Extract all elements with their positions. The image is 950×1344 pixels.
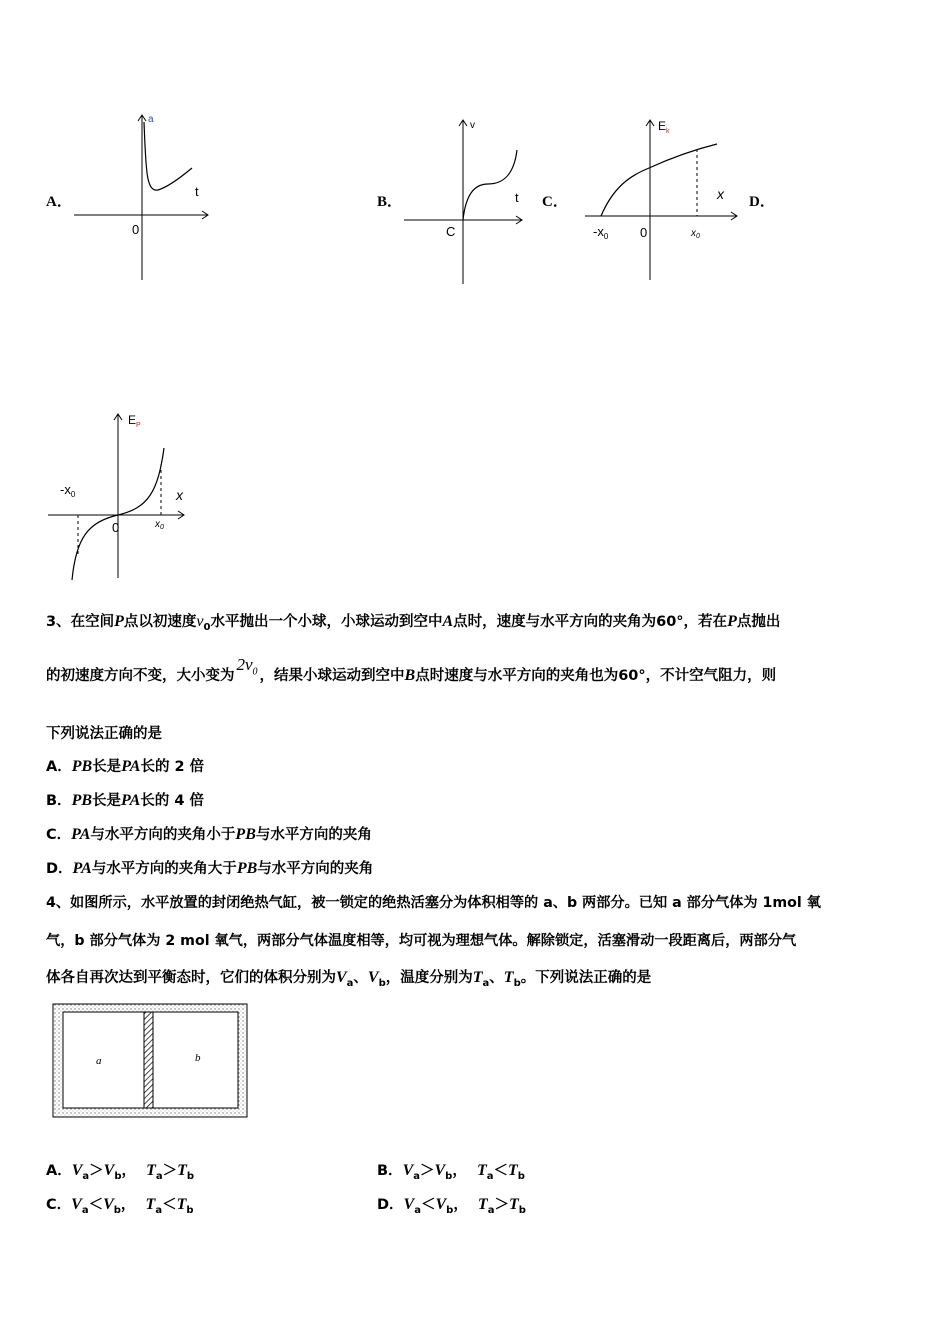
graph-b: [400, 112, 530, 287]
q3-line-2: 的初速度方向不变，大小变为$2v_0$ ，结果小球运动到空中B点时速度与水平方向的夹角也为60°，不计空气阻力，则: [46, 655, 777, 684]
graph-d-neg-x0: $-x_0$: [60, 482, 76, 499]
piston: [144, 1012, 153, 1108]
graph-d-origin: 0: [112, 520, 120, 535]
q4-line-2: 气，b 部分气体为 2 mol 氧气，两部分气体温度相等，均可视为理想气体。解除锁定，活塞滑动一段距离后，两部分气: [46, 933, 797, 949]
q4-option-a: A．$V_a>V_b$， $T_a>T_b$: [46, 1162, 195, 1182]
q4-line-3: 体各自再次达到平衡态时，它们的体积分别为$V_a$、$V_b$，温度分别为$T_a$、$T_b$。下列说法正确的是: [46, 969, 652, 989]
q3-line-1: 3、在空间P点以初速度$v_0$水平抛出一个小球，小球运动到空中A点时，速度与水平方向的夹角为60°，若在P点抛出: [46, 613, 781, 633]
graph-c-pos-x0: $x_0$: [691, 228, 700, 240]
graph-a-y-label: a: [148, 114, 154, 125]
graph-c: [585, 112, 745, 284]
graph-option-a-label: A．: [46, 194, 72, 210]
graph-c-y-label: $E_k$: [658, 119, 670, 135]
graph-option-b-label: B．: [377, 194, 403, 210]
q3-option-d: D．PA与水平方向的夹角大于PB与水平方向的夹角: [46, 860, 374, 877]
graph-b-origin: C: [446, 224, 456, 239]
graph-a: [70, 110, 220, 285]
q3-option-c: C．PA与水平方向的夹角小于PB与水平方向的夹角: [46, 826, 372, 843]
graph-option-d-label: D．: [749, 194, 775, 210]
q3-line-3: 下列说法正确的是: [46, 726, 162, 742]
graph-b-x-label: t: [515, 190, 519, 205]
q4-option-c: C．$V_a<V_b$， $T_a<T_b$: [46, 1196, 194, 1216]
graph-d-x-label: x: [176, 487, 183, 503]
q4-line-1: 4、如图所示，水平放置的封闭绝热气缸，被一锁定的绝热活塞分为体积相等的 a、b 两部分。已知 a 部分气体为 1mol 氧: [46, 895, 821, 911]
graph-a-x-label: t: [195, 184, 199, 199]
chamber-a-label: a: [96, 1055, 102, 1067]
graph-c-neg-x0: $-x_0$: [593, 224, 609, 241]
graph-c-x-label: x: [717, 186, 724, 202]
cylinder-diagram: [50, 1000, 250, 1120]
q3-option-a: A．PB长是PA长的 2 倍: [46, 758, 205, 775]
graph-option-c-label: C．: [542, 194, 568, 210]
chamber-b-label: b: [195, 1052, 201, 1064]
graph-c-origin: 0: [640, 225, 648, 240]
two-v0-formula: $2v_0$: [236, 655, 258, 678]
graph-a-origin: 0: [132, 222, 140, 237]
graph-d: [44, 408, 194, 586]
q4-option-b: B．$V_a>V_b$， $T_a<T_b$: [377, 1162, 525, 1182]
q3-option-b: B．PB长是PA长的 4 倍: [46, 792, 204, 809]
graph-d-y-label: $E_P$: [128, 413, 141, 429]
graph-d-pos-x0: $x_0$: [155, 519, 164, 531]
graph-b-y-label: v: [470, 120, 475, 131]
q4-option-d: D．$V_a<V_b$， $T_a>T_b$: [377, 1196, 526, 1216]
